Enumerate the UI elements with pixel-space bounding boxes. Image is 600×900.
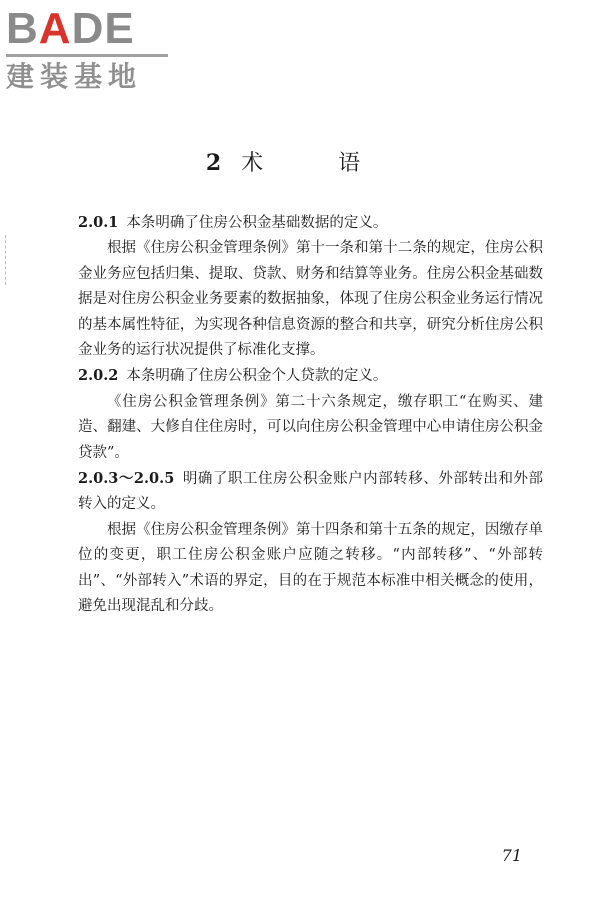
clause-number: 2.0.1: [78, 214, 119, 231]
paragraph-2-0-3-to-2-0-5: [78, 466, 543, 518]
paragraph-2-0-2-explanation: [78, 390, 543, 466]
paragraph-text: 明确了职工住房公积金账户内部转移、外部转出和外部转入的定义。: [78, 471, 544, 513]
logo: [6, 6, 176, 93]
paragraph-text: 本条明确了住房公积金基础数据的定义。: [126, 215, 388, 231]
paragraph-2-0-2: [78, 363, 543, 389]
logo-divider: [6, 54, 168, 57]
clause-number: 2.0.2: [78, 367, 119, 385]
chapter-number: 2: [205, 150, 224, 176]
paragraph-2-0-1: [78, 210, 543, 236]
paragraph-text: 《住房公积金管理条例》第二十六条规定，缴存职工“在购买、建造、翻建、大修自住住房时，可以向住房公积金管理中心申请住房公积金贷款”。: [78, 393, 543, 461]
page-number: 71: [501, 846, 522, 865]
chapter-heading: 术 语: [241, 151, 395, 176]
logo-wordmark: BADE: [6, 4, 135, 53]
paragraph-text: 根据《住房公积金管理条例》第十四条和第十五条的规定，因缴存单位的变更，职工住房公积金账户应随之转移。“内部转移”、“外部转出”、“外部转入”术语的界定，目的在于规范本标准中相关概念的使用，避免出现混乱和分歧。: [78, 521, 543, 615]
paragraph-2-0-3-explanation: [78, 518, 543, 620]
paragraph-2-0-1-explanation: [78, 236, 543, 363]
document-body: [78, 210, 543, 620]
paragraph-text: 根据《住房公积金管理条例》第十一条和第十二条的规定，住房公积金业务应包括归集、提取、贷款、财务和结算等业务。住房公积金基础数据是对住房公积金业务要素的数据抽象，体现了住房公积金业务运行情况的基本属性特征，为实现各种信息资源的整合和共享，研究分析住房公积金业务的运行状况提供了标准化支撑。: [78, 240, 543, 359]
chapter-title: [0, 148, 600, 179]
logo-subtitle: 建装基地: [6, 60, 143, 93]
paragraph-text: 本条明确了住房公积金个人贷款的定义。: [126, 368, 388, 385]
margin-ticks: [5, 235, 7, 285]
clause-number: 2.0.3～2.0.5: [78, 470, 175, 488]
